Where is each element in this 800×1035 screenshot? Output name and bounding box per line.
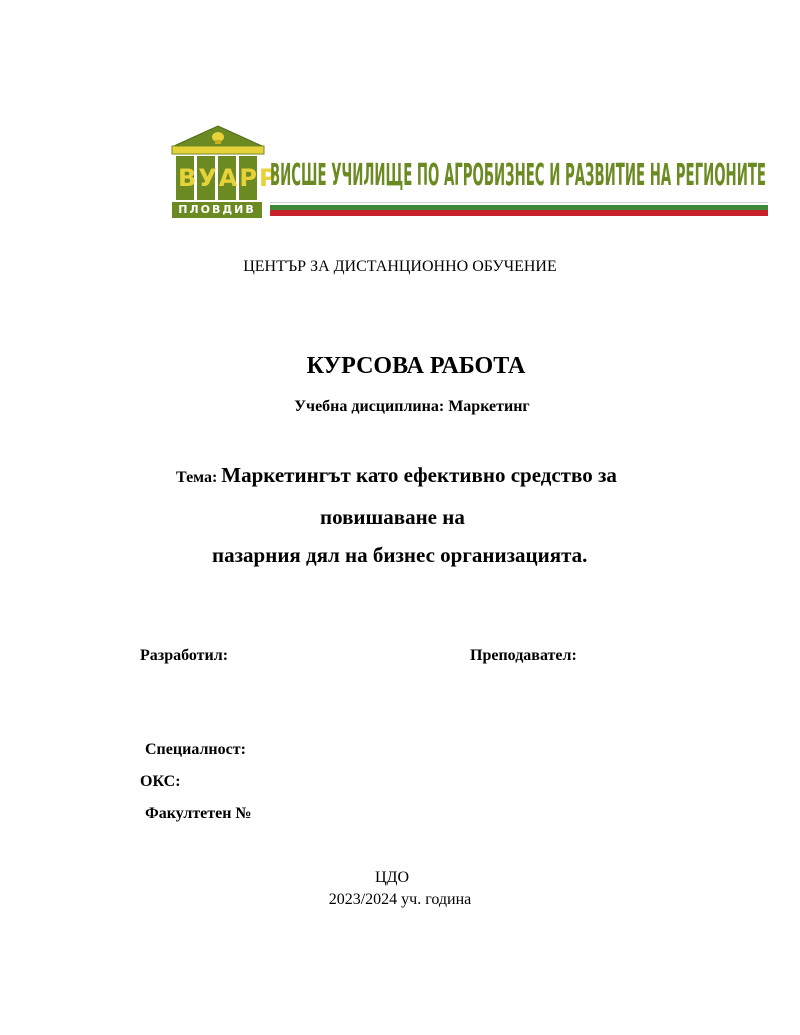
teacher-label: Преподавател: — [470, 647, 577, 664]
theme-text-1: Маркетингът като ефективно средство за — [221, 463, 617, 487]
theme-line-1 — [176, 463, 617, 488]
institution-name-banner — [270, 154, 770, 194]
developed-by-label: Разработил: — [140, 647, 229, 664]
theme-line-3: пазарния дял на бизнес организацията. — [212, 543, 588, 567]
footer-year: 2023/2024 уч. година — [328, 891, 472, 908]
logo-city: ПЛОВДИВ — [178, 203, 256, 216]
footer-cdo: ЦДО — [374, 869, 410, 886]
specialty-label: Специалност: — [145, 741, 246, 758]
faculty-number-label: Факултетен № — [145, 805, 252, 822]
document-title: КУРСОВА РАБОТА — [306, 353, 526, 379]
theme-line-2: повишаване на — [320, 505, 465, 529]
university-logo — [170, 124, 279, 220]
institution-name: ВИСШЕ УЧИЛИЩЕ ПО АГРОБИЗНЕС И РАЗВИТИЕ НА РЕГИОНИТЕ — [270, 158, 766, 193]
center-name: ЦЕНТЪР ЗА ДИСТАНЦИОННО ОБУЧЕНИЕ — [243, 258, 557, 275]
logo-letters: ВУАРР — [178, 164, 279, 192]
theme-label: Тема: — [176, 469, 218, 486]
discipline-line: Учебна дисциплина: Маркетинг — [294, 398, 530, 415]
flag-stripe-red — [270, 210, 768, 216]
oks-label: ОКС: — [140, 773, 181, 790]
